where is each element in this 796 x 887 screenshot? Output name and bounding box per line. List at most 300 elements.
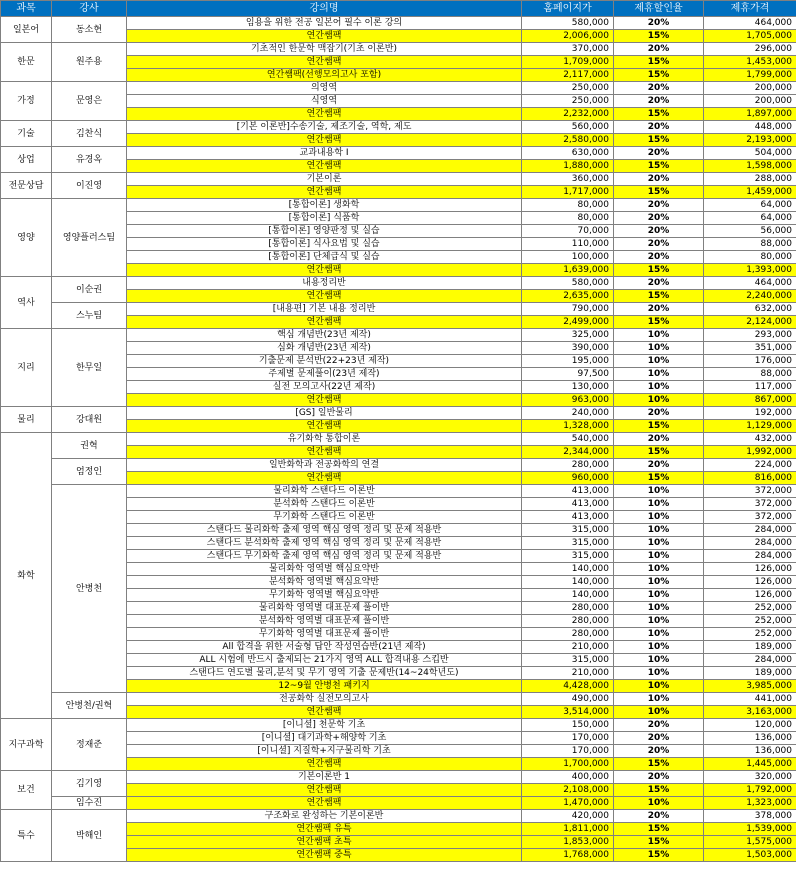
final-price-cell: 200,000 [704, 82, 796, 95]
table-row [1, 459, 796, 472]
final-price-cell: 504,000 [704, 147, 796, 160]
header-subject: 과목 [1, 1, 52, 17]
teacher-cell: 강대원 [52, 407, 127, 433]
discount-rate-cell: 20% [614, 199, 704, 212]
discount-rate-cell: 20% [614, 95, 704, 108]
homepage-price-cell: 540,000 [522, 433, 614, 446]
course-cell: 연간쌤팩 [127, 446, 522, 459]
final-price-cell: 252,000 [704, 615, 796, 628]
course-cell: All 합격을 위한 서술형 답안 작성연습반(21년 제작) [127, 641, 522, 654]
course-cell: [이니셜] 대기과학+해양학 기초 [127, 732, 522, 745]
homepage-price-cell: 413,000 [522, 485, 614, 498]
discount-rate-cell: 20% [614, 407, 704, 420]
course-cell: 식영역 [127, 95, 522, 108]
homepage-price-cell: 580,000 [522, 277, 614, 290]
course-cell: 스탠다드 연도별 물리,분석 및 무기 영역 기출 문제반(14~24학년도) [127, 667, 522, 680]
final-price-cell: 126,000 [704, 576, 796, 589]
course-cell: [통합이론] 영양판정 및 실습 [127, 225, 522, 238]
final-price-cell: 189,000 [704, 667, 796, 680]
homepage-price-cell: 1,470,000 [522, 797, 614, 810]
final-price-cell: 88,000 [704, 238, 796, 251]
homepage-price-cell: 960,000 [522, 472, 614, 485]
course-cell: 분석화학 스탠다드 이론반 [127, 498, 522, 511]
course-cell: 물리화학 영역별 핵심요약반 [127, 563, 522, 576]
final-price-cell: 284,000 [704, 654, 796, 667]
teacher-cell: 스누팀 [52, 303, 127, 329]
discount-rate-cell: 10% [614, 537, 704, 550]
final-price-cell: 464,000 [704, 17, 796, 30]
teacher-cell: 영양플러스팀 [52, 199, 127, 277]
course-cell: 연간쌤팩 [127, 472, 522, 485]
subject-cell: 일본어 [1, 17, 52, 43]
teacher-cell: 동소현 [52, 17, 127, 43]
discount-rate-cell: 20% [614, 82, 704, 95]
subject-cell: 화학 [1, 433, 52, 719]
homepage-price-cell: 2,108,000 [522, 784, 614, 797]
homepage-price-cell: 400,000 [522, 771, 614, 784]
final-price-cell: 1,323,000 [704, 797, 796, 810]
homepage-price-cell: 315,000 [522, 537, 614, 550]
homepage-price-cell: 325,000 [522, 329, 614, 342]
homepage-price-cell: 360,000 [522, 173, 614, 186]
table-row [1, 810, 796, 823]
discount-rate-cell: 15% [614, 446, 704, 459]
discount-rate-cell: 15% [614, 290, 704, 303]
homepage-price-cell: 1,639,000 [522, 264, 614, 277]
final-price-cell: 867,000 [704, 394, 796, 407]
course-cell: 유기화학 통합이론 [127, 433, 522, 446]
discount-rate-cell: 10% [614, 524, 704, 537]
final-price-cell: 3,985,000 [704, 680, 796, 693]
course-cell: 무기화학 스탠다드 이론반 [127, 511, 522, 524]
final-price-cell: 1,792,000 [704, 784, 796, 797]
course-cell: 심화 개념반(23년 제작) [127, 342, 522, 355]
discount-rate-cell: 15% [614, 264, 704, 277]
final-price-cell: 126,000 [704, 589, 796, 602]
discount-rate-cell: 10% [614, 485, 704, 498]
header-row [1, 1, 796, 17]
homepage-price-cell: 420,000 [522, 810, 614, 823]
discount-rate-cell: 15% [614, 56, 704, 69]
homepage-price-cell: 140,000 [522, 576, 614, 589]
discount-rate-cell: 20% [614, 147, 704, 160]
course-cell: [통합이론] 생화학 [127, 199, 522, 212]
final-price-cell: 432,000 [704, 433, 796, 446]
final-price-cell: 3,163,000 [704, 706, 796, 719]
teacher-cell: 안병천 [52, 485, 127, 693]
final-price-cell: 448,000 [704, 121, 796, 134]
homepage-price-cell: 1,853,000 [522, 836, 614, 849]
final-price-cell: 464,000 [704, 277, 796, 290]
discount-rate-cell: 15% [614, 836, 704, 849]
discount-rate-cell: 10% [614, 511, 704, 524]
homepage-price-cell: 1,768,000 [522, 849, 614, 862]
final-price-cell: 120,000 [704, 719, 796, 732]
course-cell: 연간쌤팩 [127, 316, 522, 329]
discount-rate-cell: 20% [614, 212, 704, 225]
homepage-price-cell: 2,499,000 [522, 316, 614, 329]
course-cell: [내용편] 기본 내용 정리반 [127, 303, 522, 316]
discount-rate-cell: 10% [614, 602, 704, 615]
homepage-price-cell: 4,428,000 [522, 680, 614, 693]
discount-rate-cell: 20% [614, 732, 704, 745]
course-cell: [통합이론] 식사요법 및 실습 [127, 238, 522, 251]
final-price-cell: 88,000 [704, 368, 796, 381]
final-price-cell: 632,000 [704, 303, 796, 316]
subject-cell: 한문 [1, 43, 52, 82]
course-cell: 의영역 [127, 82, 522, 95]
homepage-price-cell: 963,000 [522, 394, 614, 407]
teacher-cell: 유경옥 [52, 147, 127, 173]
header-homepage-price: 홈페이지가 [522, 1, 614, 17]
discount-rate-cell: 15% [614, 758, 704, 771]
homepage-price-cell: 490,000 [522, 693, 614, 706]
course-cell: 연간쌤팩 [127, 264, 522, 277]
homepage-price-cell: 250,000 [522, 82, 614, 95]
homepage-price-cell: 2,006,000 [522, 30, 614, 43]
final-price-cell: 224,000 [704, 459, 796, 472]
discount-rate-cell: 15% [614, 160, 704, 173]
final-price-cell: 80,000 [704, 251, 796, 264]
homepage-price-cell: 210,000 [522, 667, 614, 680]
homepage-price-cell: 280,000 [522, 602, 614, 615]
table-row [1, 17, 796, 30]
final-price-cell: 64,000 [704, 199, 796, 212]
course-cell: 기출문제 분석반(22+23년 제작) [127, 355, 522, 368]
course-cell: 스탠다드 분석화학 출제 영역 핵심 영역 정리 및 문제 적용반 [127, 537, 522, 550]
course-cell: ALL 시험에 반드시 출제되는 21가지 영역 ALL 합격내용 스킵반 [127, 654, 522, 667]
final-price-cell: 320,000 [704, 771, 796, 784]
final-price-cell: 126,000 [704, 563, 796, 576]
homepage-price-cell: 1,328,000 [522, 420, 614, 433]
table-row [1, 43, 796, 56]
homepage-price-cell: 315,000 [522, 524, 614, 537]
subject-cell: 물리 [1, 407, 52, 433]
final-price-cell: 296,000 [704, 43, 796, 56]
subject-cell: 지리 [1, 329, 52, 407]
table-row [1, 407, 796, 420]
discount-rate-cell: 20% [614, 303, 704, 316]
final-price-cell: 252,000 [704, 628, 796, 641]
discount-rate-cell: 10% [614, 576, 704, 589]
homepage-price-cell: 280,000 [522, 615, 614, 628]
subject-cell: 가정 [1, 82, 52, 121]
course-cell: 연간쌤팩 [127, 784, 522, 797]
discount-rate-cell: 20% [614, 251, 704, 264]
course-cell: [통합이론] 단체급식 및 실습 [127, 251, 522, 264]
discount-rate-cell: 15% [614, 784, 704, 797]
final-price-cell: 372,000 [704, 511, 796, 524]
homepage-price-cell: 170,000 [522, 745, 614, 758]
subject-cell: 기술 [1, 121, 52, 147]
final-price-cell: 372,000 [704, 498, 796, 511]
course-cell: 연간쌤팩 [127, 420, 522, 433]
homepage-price-cell: 250,000 [522, 95, 614, 108]
course-cell: 핵심 개념반(23년 제작) [127, 329, 522, 342]
homepage-price-cell: 150,000 [522, 719, 614, 732]
final-price-cell: 293,000 [704, 329, 796, 342]
homepage-price-cell: 140,000 [522, 589, 614, 602]
homepage-price-cell: 210,000 [522, 641, 614, 654]
discount-rate-cell: 10% [614, 628, 704, 641]
discount-rate-cell: 20% [614, 719, 704, 732]
final-price-cell: 1,705,000 [704, 30, 796, 43]
teacher-cell: 권혁 [52, 433, 127, 459]
homepage-price-cell: 80,000 [522, 212, 614, 225]
teacher-cell: 문영은 [52, 82, 127, 121]
homepage-price-cell: 315,000 [522, 654, 614, 667]
discount-rate-cell: 10% [614, 589, 704, 602]
course-cell: 구조화로 완성하는 기본이론반 [127, 810, 522, 823]
discount-rate-cell: 10% [614, 797, 704, 810]
table-row [1, 277, 796, 290]
teacher-cell: 김찬식 [52, 121, 127, 147]
table-row [1, 771, 796, 784]
discount-rate-cell: 15% [614, 134, 704, 147]
course-cell: 연간쌤팩 [127, 160, 522, 173]
final-price-cell: 1,575,000 [704, 836, 796, 849]
homepage-price-cell: 170,000 [522, 732, 614, 745]
course-cell: 연간쌤팩 유특 [127, 823, 522, 836]
discount-rate-cell: 10% [614, 342, 704, 355]
homepage-price-cell: 370,000 [522, 43, 614, 56]
final-price-cell: 284,000 [704, 537, 796, 550]
homepage-price-cell: 1,700,000 [522, 758, 614, 771]
course-cell: 연간쌤팩 [127, 186, 522, 199]
discount-rate-cell: 20% [614, 43, 704, 56]
discount-rate-cell: 15% [614, 69, 704, 82]
homepage-price-cell: 80,000 [522, 199, 614, 212]
course-cell: 연간쌤팩 [127, 108, 522, 121]
course-cell: 연간쌤팩 [127, 394, 522, 407]
final-price-cell: 1,598,000 [704, 160, 796, 173]
discount-rate-cell: 20% [614, 121, 704, 134]
final-price-cell: 1,453,000 [704, 56, 796, 69]
course-cell: 분석화학 영역별 핵심요약반 [127, 576, 522, 589]
course-cell: 기본이론반 1 [127, 771, 522, 784]
subject-cell: 역사 [1, 277, 52, 329]
homepage-price-cell: 100,000 [522, 251, 614, 264]
discount-rate-cell: 10% [614, 498, 704, 511]
discount-rate-cell: 20% [614, 771, 704, 784]
discount-rate-cell: 20% [614, 225, 704, 238]
discount-rate-cell: 15% [614, 316, 704, 329]
course-cell: 실전 모의고사(22년 제작) [127, 381, 522, 394]
final-price-cell: 200,000 [704, 95, 796, 108]
homepage-price-cell: 1,811,000 [522, 823, 614, 836]
homepage-price-cell: 413,000 [522, 498, 614, 511]
table-row [1, 433, 796, 446]
course-cell: 교과내용학 Ⅰ [127, 147, 522, 160]
homepage-price-cell: 2,117,000 [522, 69, 614, 82]
course-cell: [GS] 일반물리 [127, 407, 522, 420]
teacher-cell: 김기영 [52, 771, 127, 797]
course-cell: [통합이론] 식품학 [127, 212, 522, 225]
discount-rate-cell: 10% [614, 381, 704, 394]
course-cell: 기본이론 [127, 173, 522, 186]
homepage-price-cell: 195,000 [522, 355, 614, 368]
discount-rate-cell: 10% [614, 563, 704, 576]
subject-cell: 영양 [1, 199, 52, 277]
course-cell: 물리화학 스탠다드 이론반 [127, 485, 522, 498]
discount-rate-cell: 10% [614, 693, 704, 706]
discount-rate-cell: 15% [614, 472, 704, 485]
final-price-cell: 284,000 [704, 524, 796, 537]
course-cell: [이니셜] 지질학+지구물리학 기초 [127, 745, 522, 758]
discount-rate-cell: 10% [614, 355, 704, 368]
final-price-cell: 1,459,000 [704, 186, 796, 199]
course-cell: 무기화학 영역별 핵심요약반 [127, 589, 522, 602]
homepage-price-cell: 1,880,000 [522, 160, 614, 173]
course-cell: 내용정리반 [127, 277, 522, 290]
course-cell: 물리화학 영역별 대표문제 풀이반 [127, 602, 522, 615]
table-row [1, 719, 796, 732]
final-price-cell: 56,000 [704, 225, 796, 238]
course-cell: 기초적인 한문학 맥잡기(기초 이론반) [127, 43, 522, 56]
course-cell: 연간쌤팩 [127, 134, 522, 147]
table-row [1, 199, 796, 212]
final-price-cell: 1,393,000 [704, 264, 796, 277]
homepage-price-cell: 790,000 [522, 303, 614, 316]
discount-rate-cell: 20% [614, 17, 704, 30]
discount-rate-cell: 20% [614, 459, 704, 472]
final-price-cell: 176,000 [704, 355, 796, 368]
final-price-cell: 1,539,000 [704, 823, 796, 836]
table-body [1, 17, 796, 862]
final-price-cell: 136,000 [704, 745, 796, 758]
homepage-price-cell: 130,000 [522, 381, 614, 394]
discount-rate-cell: 10% [614, 329, 704, 342]
final-price-cell: 2,240,000 [704, 290, 796, 303]
final-price-cell: 252,000 [704, 602, 796, 615]
final-price-cell: 1,129,000 [704, 420, 796, 433]
subject-cell: 특수 [1, 810, 52, 862]
course-cell: [기본 이론반]수송기술, 제조기술, 역학, 제도 [127, 121, 522, 134]
homepage-price-cell: 70,000 [522, 225, 614, 238]
teacher-cell: 엄정인 [52, 459, 127, 485]
course-cell: 연간쌤팩 [127, 30, 522, 43]
discount-rate-cell: 20% [614, 238, 704, 251]
homepage-price-cell: 560,000 [522, 121, 614, 134]
discount-rate-cell: 10% [614, 680, 704, 693]
course-cell: 연간쌤팩 [127, 56, 522, 69]
discount-rate-cell: 15% [614, 186, 704, 199]
final-price-cell: 1,992,000 [704, 446, 796, 459]
header-course: 강의명 [127, 1, 522, 17]
teacher-cell: 이진영 [52, 173, 127, 199]
course-cell: 일반화학과 전공화학의 연결 [127, 459, 522, 472]
course-cell: 주제별 문제풀이(23년 제작) [127, 368, 522, 381]
homepage-price-cell: 2,232,000 [522, 108, 614, 121]
table-row [1, 303, 796, 316]
table-row [1, 329, 796, 342]
course-cell: 연간쌤팩 [127, 706, 522, 719]
homepage-price-cell: 110,000 [522, 238, 614, 251]
final-price-cell: 284,000 [704, 550, 796, 563]
final-price-cell: 1,897,000 [704, 108, 796, 121]
course-cell: 연간쌤팩 [127, 290, 522, 303]
course-cell: 연간쌤팩 중특 [127, 849, 522, 862]
final-price-cell: 288,000 [704, 173, 796, 186]
header-discount-rate: 제휴할인율 [614, 1, 704, 17]
final-price-cell: 378,000 [704, 810, 796, 823]
teacher-cell: 임수진 [52, 797, 127, 810]
teacher-cell: 원주용 [52, 43, 127, 82]
homepage-price-cell: 140,000 [522, 563, 614, 576]
table-row [1, 121, 796, 134]
course-cell: 연간쌤팩 초특 [127, 836, 522, 849]
course-cell: 연간쌤팩(선행모의고사 포함) [127, 69, 522, 82]
discount-rate-cell: 20% [614, 277, 704, 290]
discount-rate-cell: 15% [614, 420, 704, 433]
discount-rate-cell: 10% [614, 654, 704, 667]
teacher-cell: 한무일 [52, 329, 127, 407]
final-price-cell: 2,124,000 [704, 316, 796, 329]
homepage-price-cell: 315,000 [522, 550, 614, 563]
final-price-cell: 136,000 [704, 732, 796, 745]
course-cell: 분석화학 영역별 대표문제 풀이반 [127, 615, 522, 628]
final-price-cell: 372,000 [704, 485, 796, 498]
table-row [1, 693, 796, 706]
discount-rate-cell: 10% [614, 550, 704, 563]
final-price-cell: 117,000 [704, 381, 796, 394]
homepage-price-cell: 413,000 [522, 511, 614, 524]
table-row [1, 485, 796, 498]
course-cell: 연간쌤팩 [127, 758, 522, 771]
table-row [1, 147, 796, 160]
homepage-price-cell: 280,000 [522, 628, 614, 641]
course-cell: 스탠다드 물리화학 출제 영역 핵심 영역 정리 및 문제 적용반 [127, 524, 522, 537]
subject-cell: 지구과학 [1, 719, 52, 771]
package-row [1, 797, 796, 810]
homepage-price-cell: 580,000 [522, 17, 614, 30]
homepage-price-cell: 2,344,000 [522, 446, 614, 459]
discount-rate-cell: 10% [614, 615, 704, 628]
discount-rate-cell: 10% [614, 667, 704, 680]
homepage-price-cell: 3,514,000 [522, 706, 614, 719]
discount-rate-cell: 10% [614, 368, 704, 381]
course-cell: 무기화학 영역별 대표문제 풀이반 [127, 628, 522, 641]
final-price-cell: 1,445,000 [704, 758, 796, 771]
homepage-price-cell: 630,000 [522, 147, 614, 160]
discount-rate-cell: 20% [614, 810, 704, 823]
subject-cell: 보건 [1, 771, 52, 810]
homepage-price-cell: 240,000 [522, 407, 614, 420]
discount-rate-cell: 20% [614, 745, 704, 758]
discount-rate-cell: 10% [614, 641, 704, 654]
homepage-price-cell: 2,580,000 [522, 134, 614, 147]
homepage-price-cell: 1,709,000 [522, 56, 614, 69]
homepage-price-cell: 1,717,000 [522, 186, 614, 199]
final-price-cell: 64,000 [704, 212, 796, 225]
teacher-cell: 안병천/권혁 [52, 693, 127, 719]
header-teacher: 강사 [52, 1, 127, 17]
table-row [1, 82, 796, 95]
discount-rate-cell: 20% [614, 173, 704, 186]
course-cell: 전공화학 실전모의고사 [127, 693, 522, 706]
final-price-cell: 192,000 [704, 407, 796, 420]
final-price-cell: 1,503,000 [704, 849, 796, 862]
final-price-cell: 1,799,000 [704, 69, 796, 82]
homepage-price-cell: 2,635,000 [522, 290, 614, 303]
course-cell: 임용을 위한 전공 일본어 필수 이론 강의 [127, 17, 522, 30]
homepage-price-cell: 280,000 [522, 459, 614, 472]
discount-rate-cell: 15% [614, 108, 704, 121]
homepage-price-cell: 390,000 [522, 342, 614, 355]
discount-rate-cell: 15% [614, 30, 704, 43]
final-price-cell: 351,000 [704, 342, 796, 355]
final-price-cell: 816,000 [704, 472, 796, 485]
